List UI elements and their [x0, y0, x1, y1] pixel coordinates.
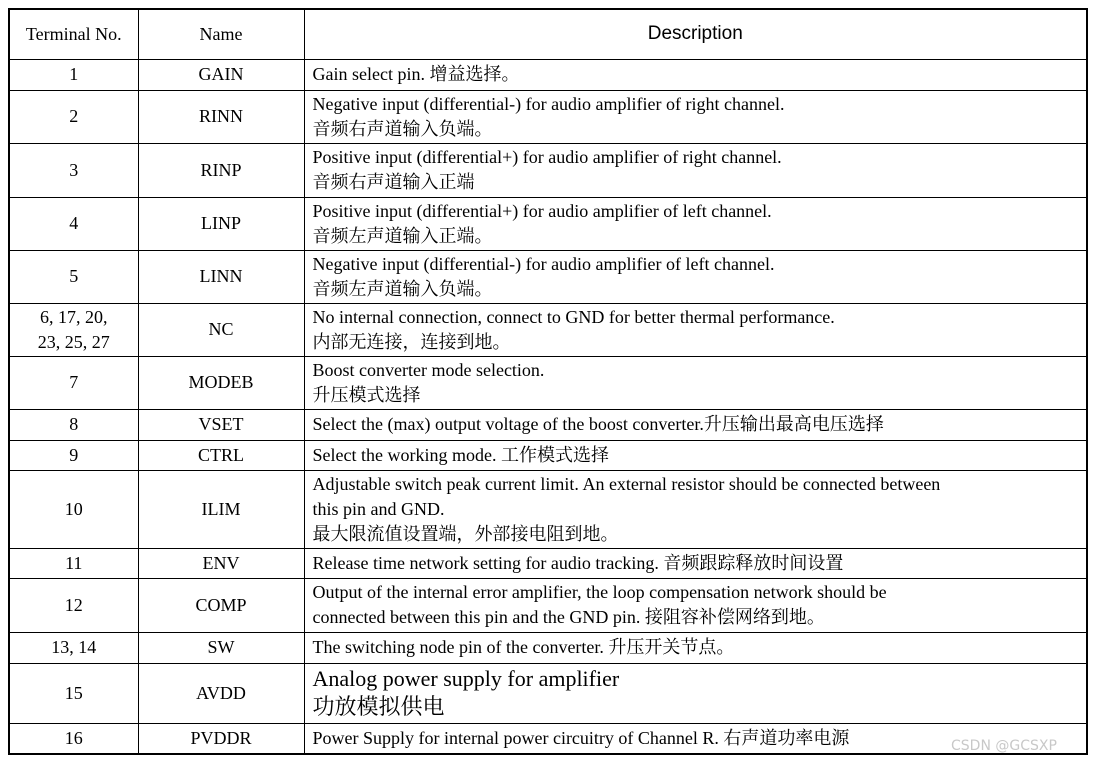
pin-name-cell: AVDD	[138, 663, 304, 723]
table-row	[9, 440, 1087, 470]
pin-name-cell: LINP	[138, 197, 304, 250]
terminal-no-cell: 7	[9, 356, 138, 409]
terminal-no-cell: 8	[9, 409, 138, 440]
pin-name-cell: ILIM	[138, 470, 304, 548]
table-row	[9, 663, 1087, 723]
table-row	[9, 409, 1087, 440]
terminal-no-cell: 2	[9, 90, 138, 143]
terminal-no-cell: 9	[9, 440, 138, 470]
table-row	[9, 59, 1087, 90]
description-cell: Boost converter mode selection. 升压模式选择	[304, 356, 1087, 409]
terminal-no-cell: 12	[9, 578, 138, 632]
watermark: CSDN @GCSXP	[951, 738, 1057, 754]
table-row	[9, 470, 1087, 548]
terminal-no-cell: 15	[9, 663, 138, 723]
pin-name-cell: LINN	[138, 250, 304, 303]
terminal-no-cell: 16	[9, 723, 138, 754]
pin-name-cell: VSET	[138, 409, 304, 440]
pin-name-cell: GAIN	[138, 59, 304, 90]
table-row	[9, 548, 1087, 578]
terminal-no-cell: 10	[9, 470, 138, 548]
description-cell: Select the working mode. 工作模式选择	[304, 440, 1087, 470]
header-terminal-no: Terminal No.	[9, 9, 138, 59]
pin-name-cell: RINP	[138, 143, 304, 197]
terminal-no-cell: 5	[9, 250, 138, 303]
table-row	[9, 90, 1087, 143]
description-cell: Analog power supply for amplifier 功放模拟供电	[304, 663, 1087, 723]
description-cell: Negative input (differential-) for audio amplifier of left channel. 音频左声道输入负端。	[304, 250, 1087, 303]
table-header-row	[9, 9, 1087, 59]
description-cell: Gain select pin. 增益选择。	[304, 59, 1087, 90]
description-cell: The switching node pin of the converter. 升压开关节点。	[304, 632, 1087, 663]
table-row	[9, 197, 1087, 250]
description-cell: Select the (max) output voltage of the boost converter.升压输出最高电压选择	[304, 409, 1087, 440]
terminal-no-cell: 4	[9, 197, 138, 250]
pin-name-cell: CTRL	[138, 440, 304, 470]
description-cell: Release time network setting for audio tracking. 音频跟踪释放时间设置	[304, 548, 1087, 578]
pin-name-cell: ENV	[138, 548, 304, 578]
pin-name-cell: PVDDR	[138, 723, 304, 754]
table-row	[9, 723, 1087, 754]
terminal-no-cell: 1	[9, 59, 138, 90]
pin-name-cell: COMP	[138, 578, 304, 632]
table-row	[9, 578, 1087, 632]
description-cell: Positive input (differential+) for audio amplifier of left channel. 音频左声道输入正端。	[304, 197, 1087, 250]
terminal-no-cell: 6, 17, 20, 23, 25, 27	[9, 303, 138, 356]
terminal-no-cell: 13, 14	[9, 632, 138, 663]
table-row	[9, 356, 1087, 409]
description-cell: No internal connection, connect to GND for better thermal performance. 内部无连接，连接到地。	[304, 303, 1087, 356]
header-name: Name	[138, 9, 304, 59]
description-cell: Power Supply for internal power circuitry of Channel R. 右声道功率电源	[304, 723, 1087, 754]
description-cell: Adjustable switch peak current limit. An external resistor should be connected between this pin and GND. 最大限流值设置端，外部接电阻到地。	[304, 470, 1087, 548]
terminal-no-cell: 3	[9, 143, 138, 197]
pin-name-cell: NC	[138, 303, 304, 356]
description-cell: Negative input (differential-) for audio amplifier of right channel. 音频右声道输入负端。	[304, 90, 1087, 143]
pin-name-cell: SW	[138, 632, 304, 663]
header-description: Description	[304, 9, 1087, 59]
pin-description-table	[8, 8, 1088, 755]
description-cell: Positive input (differential+) for audio amplifier of right channel. 音频右声道输入正端	[304, 143, 1087, 197]
table-row	[9, 143, 1087, 197]
pin-name-cell: MODEB	[138, 356, 304, 409]
description-cell: Output of the internal error amplifier, the loop compensation network should be connected between this pin and the GND pin. 接阻容补偿网络到地。	[304, 578, 1087, 632]
table-row	[9, 303, 1087, 356]
table-row	[9, 250, 1087, 303]
pin-name-cell: RINN	[138, 90, 304, 143]
terminal-no-cell: 11	[9, 548, 138, 578]
table-row	[9, 632, 1087, 663]
